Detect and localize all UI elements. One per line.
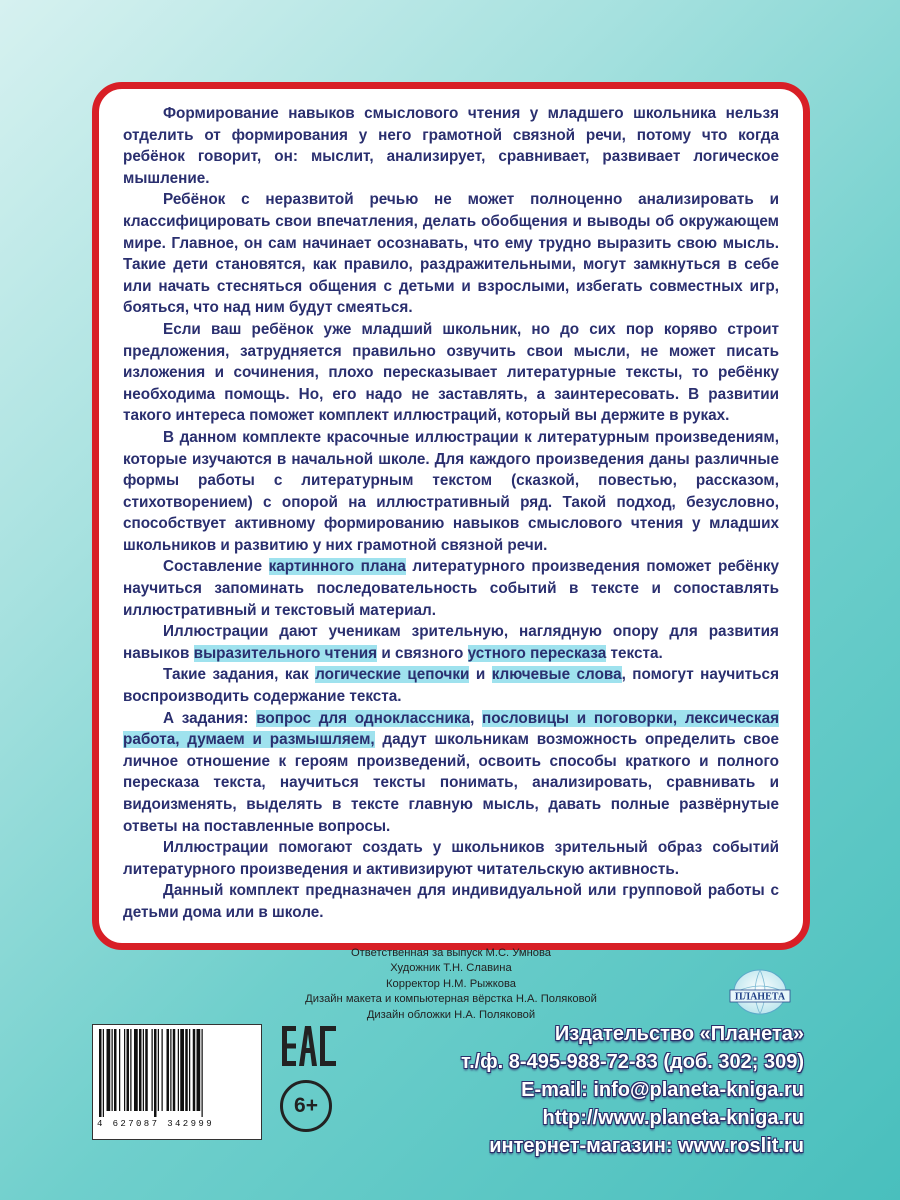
credit-line: Дизайн обложки Н.А. Поляковой (366, 1008, 536, 1021)
paragraph (123, 556, 779, 621)
barcode-bar (143, 1029, 144, 1111)
text-run: Такие задания, как (163, 666, 316, 684)
phone-line: т./ф. 8-495-988-72-83 (доб. 302; 309) (461, 1051, 804, 1073)
barcode-bar (178, 1029, 179, 1111)
credit-line: Дизайн макета и компьютерная вёрстка Н.А. Поляковой (305, 993, 597, 1006)
text-run: литературного произведения поможет ребёнку научиться запоминать последовательность событий в тексте и сопоставлять иллюстративный и текстовый материал. (123, 558, 780, 619)
highlighted-term: логические цепочки (315, 666, 470, 684)
barcode-bar (124, 1029, 125, 1111)
text-run: Если ваш ребёнок уже младший школьник, но до сих пор коряво строит предложения, затрудняется правильно озвучить свои мысли, не может писать изложения и сочинения, плохо пересказывает литературные тексты, то ребёнку необходима помощь. Но, его надо не заставлять, а заинтересовать. В развитии такого интереса поможет комплект иллюстраций, который вы держите в руках. (123, 320, 779, 425)
website-link[interactable]: http://www.planeta-kniga.ru (542, 1107, 804, 1129)
paragraph (123, 621, 779, 664)
barcode-digits: 4 627087 342999 (97, 1119, 215, 1129)
body-text (123, 103, 779, 924)
barcode-bar (119, 1029, 120, 1111)
barcode-bar (139, 1029, 142, 1111)
barcode-bar (145, 1029, 148, 1111)
barcode-bar (114, 1029, 117, 1111)
text-run: , помогут научиться воспроизводить содержание текста. (123, 666, 779, 706)
text-run: текста. (606, 644, 663, 662)
eac-certification-icon (280, 1024, 338, 1068)
text-run: Данный комплект предназначен для индивидуальной или групповой работы с детьми дома или в школе. (123, 882, 779, 921)
barcode-bar (197, 1029, 201, 1111)
highlighted-term: устного пересказа (467, 644, 607, 662)
barcode-bar (158, 1029, 159, 1111)
credit-line: Художник Т.Н. Славина (390, 962, 512, 975)
highlighted-term: ключевые слова (491, 666, 622, 684)
barcode-bar (202, 1029, 203, 1117)
email-link[interactable]: E-mail: info@planeta-kniga.ru (521, 1079, 804, 1101)
publisher-name: Издательство «Планета» (554, 1023, 804, 1045)
credit-line: Корректор Н.М. Рыжкова (386, 977, 516, 990)
paragraph (123, 427, 779, 557)
credits (123, 946, 779, 1024)
publisher-logo (722, 966, 798, 1022)
highlighted-term: пословицы и поговорки, лексическая работа, думаем и размышляем, (123, 709, 780, 749)
paragraph (123, 319, 779, 427)
text-run: и связного (377, 644, 468, 662)
highlighted-term: выразительного чтения (193, 644, 378, 662)
publisher-logo-text: ПЛАНЕТА (734, 991, 786, 1003)
paragraph (123, 880, 779, 923)
credit-line: Ответственная за выпуск М.С. Умнова (350, 946, 552, 959)
text-run: дадут школьникам возможность определить свое личное отношение к героям произведений, освоить способы краткого и полного пересказа текста, научиться тексты понимать, анализировать, сравнивать и видоизменять, выделять в тексте главную мысль, давать полные развёрнутые ответы на поставленные вопросы. (123, 731, 779, 835)
text-run: Составление (163, 558, 269, 576)
barcode-bar (167, 1029, 170, 1111)
paragraph (123, 189, 779, 319)
paragraph (123, 708, 779, 838)
publisher-contacts (461, 1020, 804, 1160)
barcode-bar (134, 1029, 138, 1111)
barcode-bars (97, 1029, 259, 1117)
text-run: Иллюстрации помогают создать у школьников зрительный образ событий литературного произведения и активизируют читательскую активность. (123, 839, 779, 878)
barcode (92, 1024, 262, 1140)
paragraph (123, 664, 779, 707)
text-run: , (470, 709, 483, 727)
highlighted-term: вопрос для одноклассника (256, 709, 471, 727)
barcode-bar (107, 1029, 111, 1111)
highlighted-term: картинного плана (268, 558, 406, 576)
text-run: Ребёнок с неразвитой речью не может полноценно анализировать и классифицировать свои впечатления, делать обобщения и выводы об окружающем мире. Главное, он сам начинает осознавать, что ему трудно выразить свою мысль. Такие дети становятся, как правило, раздражительными, могут замкнуться в себе или начать стесняться общения с детьми и взрослыми, избегать совместных игр, бояться, что над ним будут смеяться. (123, 191, 779, 317)
barcode-bar (180, 1029, 184, 1111)
barcode-bar (162, 1029, 163, 1111)
barcode-bar (154, 1029, 157, 1117)
barcode-bar (127, 1029, 130, 1111)
barcode-bar (173, 1029, 176, 1111)
text-run: В данном комплекте красочные иллюстрации к литературным произведениям, которые изучаются в начальной школе. Для каждого произведения даны различные формы работы с литературным текстом (сказкой, повестью, рассказом, стихотворением) с опорой на иллюстративный ряд. Такой подход, безусловно, способствует активному формированию навыков смыслового чтения у младших школьников и развитию у них грамотной связной речи. (123, 428, 779, 554)
barcode-bar (152, 1029, 153, 1111)
barcode-bar (99, 1029, 102, 1117)
barcode-bar (130, 1029, 131, 1111)
barcode-bar (189, 1029, 190, 1111)
barcode-bar (185, 1029, 188, 1111)
text-run: и (469, 666, 492, 684)
text-run: А задания: (163, 709, 257, 727)
age-rating-badge: 6+ (280, 1080, 332, 1132)
paragraph (123, 837, 779, 880)
paragraph (123, 103, 779, 189)
text-run: Иллюстрации дают ученикам зрительную, наглядную опору для развития навыков (123, 623, 779, 662)
barcode-bar (193, 1029, 196, 1111)
barcode-bar (170, 1029, 171, 1111)
barcode-bar (112, 1029, 113, 1111)
text-run: Формирование навыков смыслового чтения у младшего школьника нельзя отделить от формирования у него грамотной связной речи, потому что когда ребёнок говорит, он: мыслит, анализирует, сравнивает, развивает логическое мышление. (123, 105, 779, 187)
shop-link[interactable]: интернет-магазин: www.roslit.ru (489, 1135, 804, 1157)
barcode-bar (103, 1029, 104, 1117)
